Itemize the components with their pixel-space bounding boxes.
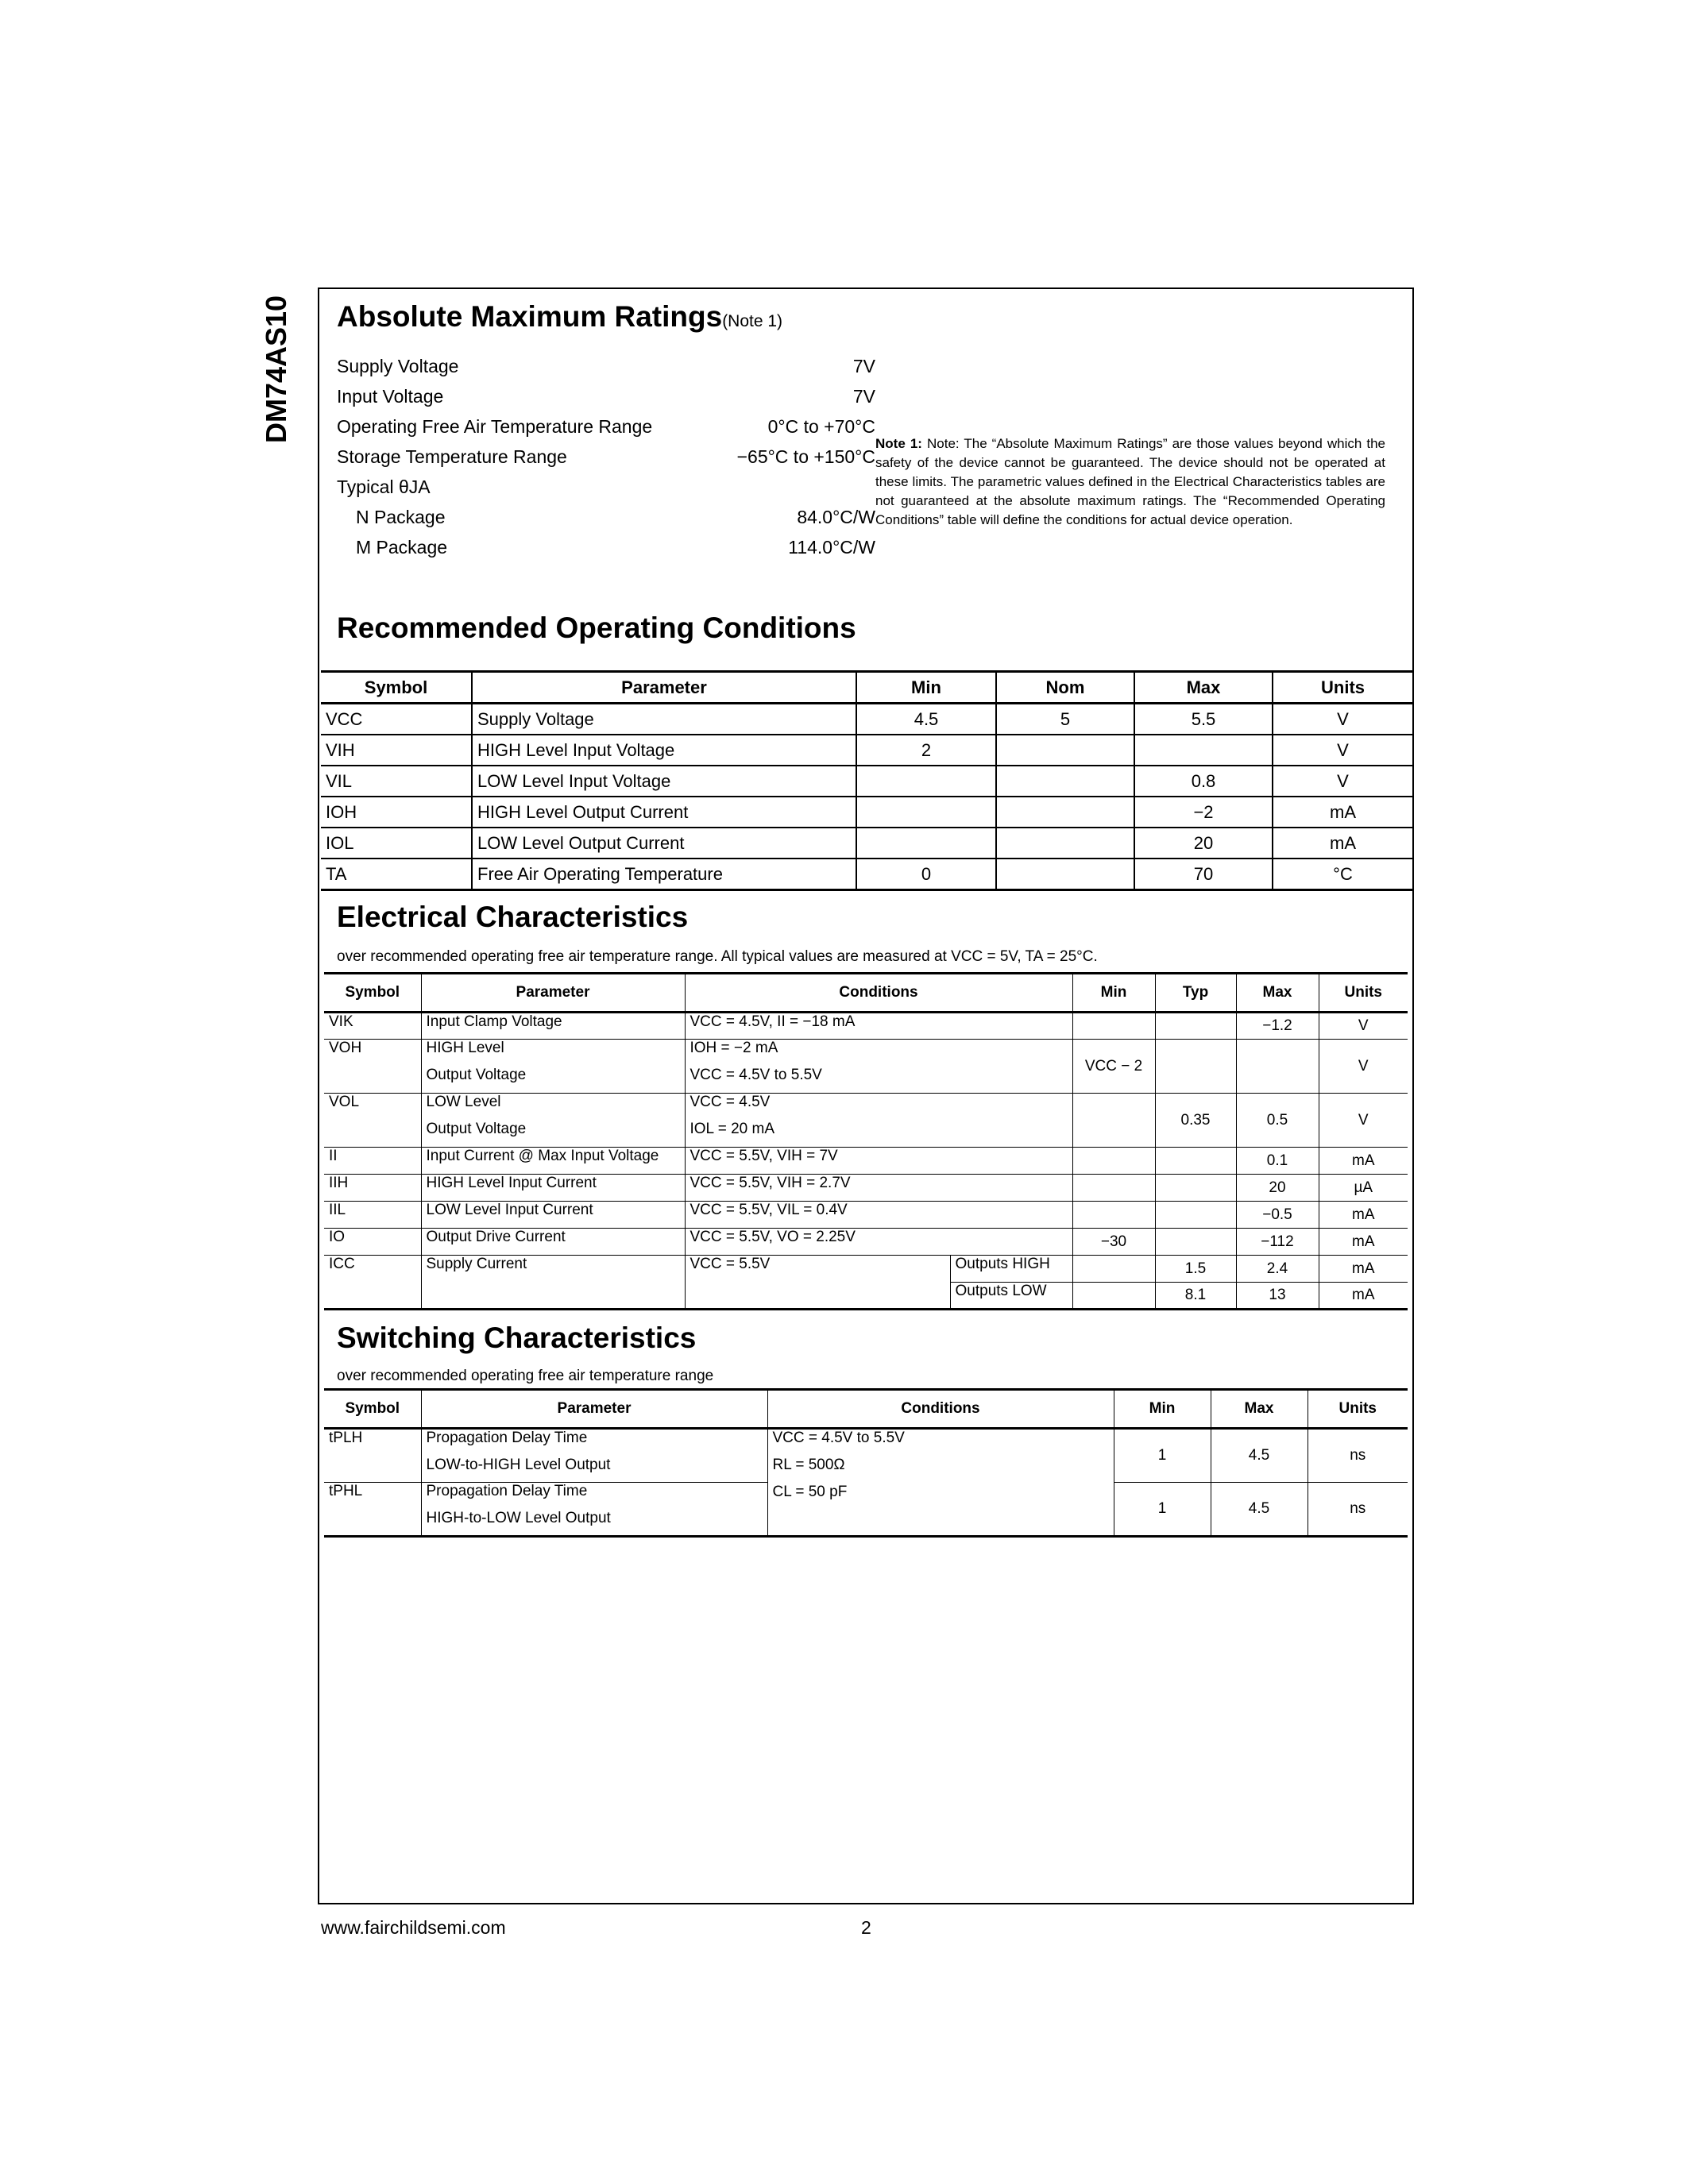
roc-parameter: HIGH Level Input Voltage <box>472 735 856 766</box>
ec-max: 2.4 <box>1236 1256 1319 1283</box>
abs-row-label: M Package <box>356 537 448 558</box>
table-row <box>324 1256 1408 1283</box>
roc-parameter: Supply Voltage <box>472 704 856 735</box>
roc-units: mA <box>1273 828 1412 859</box>
roc-symbol: IOH <box>321 797 472 828</box>
ec-symbol: IO <box>324 1229 421 1256</box>
ec-conditions: VCC = 5.5V <box>685 1256 950 1310</box>
roc-header: Max <box>1134 672 1273 704</box>
sc-parameter-line: HIGH-to-LOW Level Output <box>426 1510 611 1526</box>
roc-max: 5.5 <box>1134 704 1273 735</box>
table-row <box>321 828 1412 859</box>
table-row <box>324 1040 1408 1094</box>
page-number: 2 <box>861 1917 871 1938</box>
ec-table <box>324 972 1408 1310</box>
ec-max: 20 <box>1236 1175 1319 1202</box>
table-row <box>321 859 1412 890</box>
roc-units: V <box>1273 766 1412 797</box>
sc-heading <box>337 1322 696 1355</box>
sc-header-row <box>324 1390 1408 1429</box>
ec-typ <box>1155 1229 1236 1256</box>
ec-output-state: Outputs LOW <box>950 1283 1072 1310</box>
footer-url[interactable]: www.fairchildsemi.com <box>321 1917 506 1938</box>
ec-parameter: HIGH Level Input Current <box>421 1175 685 1202</box>
table-row <box>321 735 1412 766</box>
ec-condition-line: IOH = −2 mA <box>689 1040 778 1056</box>
roc-heading <box>337 612 856 645</box>
ec-parameter-line: HIGH Level <box>426 1040 504 1056</box>
ec-units: mA <box>1319 1283 1408 1310</box>
roc-symbol: IOL <box>321 828 472 859</box>
roc-table <box>321 670 1412 891</box>
roc-parameter: HIGH Level Output Current <box>472 797 856 828</box>
abs-row-value: −65°C to +150°C <box>736 446 875 467</box>
ec-units: V <box>1319 1013 1408 1040</box>
sc-condition-line: CL = 50 pF <box>772 1484 848 1500</box>
ec-parameter: Output Drive Current <box>421 1229 685 1256</box>
roc-header: Nom <box>996 672 1134 704</box>
roc-max: 20 <box>1134 828 1273 859</box>
sc-header: Parameter <box>421 1390 767 1429</box>
table-row <box>324 1429 1408 1483</box>
roc-symbol: VIH <box>321 735 472 766</box>
roc-header: Parameter <box>472 672 856 704</box>
roc-parameter: LOW Level Output Current <box>472 828 856 859</box>
ec-conditions: VCC = 5.5V, VIH = 2.7V <box>685 1175 1072 1202</box>
ec-min <box>1072 1283 1155 1310</box>
sc-max: 4.5 <box>1211 1483 1308 1537</box>
ec-parameter: Supply Current <box>421 1256 685 1310</box>
ec-header-row <box>324 974 1408 1013</box>
note-ref: (Note 1) <box>722 312 783 330</box>
roc-nom <box>996 735 1134 766</box>
sc-parameter-line: Propagation Delay Time <box>426 1483 588 1499</box>
roc-nom <box>996 766 1134 797</box>
sc-title: Switching Characteristics <box>337 1322 697 1354</box>
ec-typ <box>1155 1013 1236 1040</box>
abs-row-label: N Package <box>356 507 446 527</box>
sc-max: 4.5 <box>1211 1429 1308 1483</box>
ec-conditions <box>685 1040 1072 1094</box>
note-label: Note 1: <box>875 436 922 451</box>
abs-row-label: Input Voltage <box>337 386 444 407</box>
roc-parameter: LOW Level Input Voltage <box>472 766 856 797</box>
roc-min <box>856 766 996 797</box>
table-row <box>324 1094 1408 1148</box>
roc-min: 4.5 <box>856 704 996 735</box>
ec-symbol: IIL <box>324 1202 421 1229</box>
roc-units: °C <box>1273 859 1412 890</box>
roc-min <box>856 828 996 859</box>
ec-max: 0.5 <box>1236 1094 1319 1148</box>
abs-row-label: Storage Temperature Range <box>337 446 567 467</box>
sc-symbol: tPLH <box>324 1429 421 1483</box>
sc-table <box>324 1388 1408 1538</box>
abs-row-value: 7V <box>852 356 875 376</box>
roc-max: −2 <box>1134 797 1273 828</box>
ec-min <box>1072 1013 1155 1040</box>
ec-parameter: Input Clamp Voltage <box>421 1013 685 1040</box>
table-row <box>321 704 1412 735</box>
sc-min: 1 <box>1114 1429 1211 1483</box>
sc-units: ns <box>1308 1429 1408 1483</box>
ec-parameter: Input Current @ Max Input Voltage <box>421 1148 685 1175</box>
sc-parameter <box>421 1429 767 1483</box>
sc-condition-line: VCC = 4.5V to 5.5V <box>772 1430 905 1446</box>
sc-header: Units <box>1308 1390 1408 1429</box>
ec-units: mA <box>1319 1229 1408 1256</box>
ec-conditions: VCC = 4.5V, II = −18 mA <box>685 1013 1072 1040</box>
table-row <box>321 797 1412 828</box>
ec-parameter: LOW Level Input Current <box>421 1202 685 1229</box>
sc-symbol: tPHL <box>324 1483 421 1537</box>
ec-typ <box>1155 1202 1236 1229</box>
roc-min <box>856 797 996 828</box>
roc-nom: 5 <box>996 704 1134 735</box>
sc-condition-line: RL = 500Ω <box>772 1457 845 1473</box>
ec-symbol: ICC <box>324 1256 421 1310</box>
table-row <box>324 1148 1408 1175</box>
ec-max: −0.5 <box>1236 1202 1319 1229</box>
ec-typ <box>1155 1040 1236 1094</box>
roc-header: Min <box>856 672 996 704</box>
note-1 <box>875 434 1385 530</box>
sc-parameter-line: LOW-to-HIGH Level Output <box>426 1457 611 1473</box>
ec-symbol: VOL <box>324 1094 421 1148</box>
table-row <box>321 766 1412 797</box>
roc-title: Recommended Operating Conditions <box>337 612 856 644</box>
ec-min: −30 <box>1072 1229 1155 1256</box>
ec-max: 13 <box>1236 1283 1319 1310</box>
ec-parameter <box>421 1094 685 1148</box>
ec-symbol: VIK <box>324 1013 421 1040</box>
ec-units: mA <box>1319 1256 1408 1283</box>
ec-conditions: VCC = 5.5V, VO = 2.25V <box>685 1229 1072 1256</box>
ec-typ: 0.35 <box>1155 1094 1236 1148</box>
ec-units: mA <box>1319 1148 1408 1175</box>
sc-min: 1 <box>1114 1483 1211 1537</box>
ec-min: VCC − 2 <box>1072 1040 1155 1094</box>
ec-units: mA <box>1319 1202 1408 1229</box>
roc-header: Units <box>1273 672 1412 704</box>
abs-row-value: 114.0°C/W <box>788 537 875 558</box>
ec-max: −112 <box>1236 1229 1319 1256</box>
sc-parameter <box>421 1483 767 1537</box>
ec-header: Symbol <box>324 974 421 1013</box>
ec-symbol: IIH <box>324 1175 421 1202</box>
ec-typ: 8.1 <box>1155 1283 1236 1310</box>
ec-parameter <box>421 1040 685 1094</box>
ec-condition-line: VCC = 4.5V to 5.5V <box>689 1067 822 1083</box>
ec-min <box>1072 1148 1155 1175</box>
table-row <box>324 1229 1408 1256</box>
side-title: DM74AS10 <box>260 295 292 444</box>
ec-header: Units <box>1319 974 1408 1013</box>
roc-min: 2 <box>856 735 996 766</box>
ec-typ <box>1155 1148 1236 1175</box>
note-text: Note: The “Absolute Maximum Ratings” are those values beyond which the safety of the device cannot be guaranteed. The device should not be operated at these limits. The parametric values defined in the Electrical Characteristics tables are not guaranteed at the absolute maximum ratings. The “Recommended Operating Conditions” table will define the conditions for actual device operation. <box>875 436 1385 527</box>
ec-heading <box>337 901 688 934</box>
ec-conditions: VCC = 5.5V, VIL = 0.4V <box>685 1202 1072 1229</box>
ec-min <box>1072 1094 1155 1148</box>
sc-parameter-line: Propagation Delay Time <box>426 1430 588 1446</box>
roc-nom <box>996 859 1134 890</box>
ec-typ: 1.5 <box>1155 1256 1236 1283</box>
ec-parameter-line: Output Voltage <box>426 1067 527 1083</box>
ec-symbol: II <box>324 1148 421 1175</box>
ec-subtitle: over recommended operating free air temperature range. All typical values are measured at VCC = 5V, TA = 25°C. <box>337 948 1098 965</box>
ec-header: Typ <box>1155 974 1236 1013</box>
ec-output-state: Outputs HIGH <box>950 1256 1072 1283</box>
roc-max: 0.8 <box>1134 766 1273 797</box>
ec-parameter-line: LOW Level <box>426 1094 501 1110</box>
roc-max <box>1134 735 1273 766</box>
ec-max <box>1236 1040 1319 1094</box>
table-row <box>324 1175 1408 1202</box>
ec-typ <box>1155 1175 1236 1202</box>
roc-units: V <box>1273 735 1412 766</box>
roc-symbol: VIL <box>321 766 472 797</box>
sc-conditions <box>767 1429 1114 1537</box>
ec-units: V <box>1319 1040 1408 1094</box>
abs-row-label: Operating Free Air Temperature Range <box>337 416 653 437</box>
table-row <box>324 1013 1408 1040</box>
sc-header: Min <box>1114 1390 1211 1429</box>
roc-units: mA <box>1273 797 1412 828</box>
sc-subtitle: over recommended operating free air temperature range <box>337 1368 714 1384</box>
page-frame <box>318 287 1414 1904</box>
ec-header: Max <box>1236 974 1319 1013</box>
abs-row-label: Supply Voltage <box>337 356 459 376</box>
abs-max-heading <box>337 300 782 334</box>
ec-min <box>1072 1202 1155 1229</box>
ec-header: Conditions <box>685 974 1072 1013</box>
ec-title: Electrical Characteristics <box>337 901 689 933</box>
roc-symbol: TA <box>321 859 472 890</box>
sc-header: Max <box>1211 1390 1308 1429</box>
ec-parameter-line: Output Voltage <box>426 1121 527 1137</box>
roc-nom <box>996 797 1134 828</box>
roc-max: 70 <box>1134 859 1273 890</box>
roc-header: Symbol <box>321 672 472 704</box>
roc-symbol: VCC <box>321 704 472 735</box>
ec-min <box>1072 1256 1155 1283</box>
abs-row-value: 7V <box>852 386 875 407</box>
sc-units: ns <box>1308 1483 1408 1537</box>
abs-row-value: 0°C to +70°C <box>767 416 875 437</box>
sc-header: Symbol <box>324 1390 421 1429</box>
roc-header-row <box>321 672 1412 704</box>
ec-symbol: VOH <box>324 1040 421 1094</box>
sc-header: Conditions <box>767 1390 1114 1429</box>
ec-conditions <box>685 1094 1072 1148</box>
ec-header: Min <box>1072 974 1155 1013</box>
table-row <box>324 1202 1408 1229</box>
ec-min <box>1072 1175 1155 1202</box>
ec-units: µA <box>1319 1175 1408 1202</box>
roc-units: V <box>1273 704 1412 735</box>
abs-row-label: Typical θJA <box>337 477 431 497</box>
ec-conditions: VCC = 5.5V, VIH = 7V <box>685 1148 1072 1175</box>
roc-parameter: Free Air Operating Temperature <box>472 859 856 890</box>
ec-header: Parameter <box>421 974 685 1013</box>
abs-row-value: 84.0°C/W <box>797 507 875 527</box>
ec-condition-line: IOL = 20 mA <box>689 1121 774 1137</box>
ec-max: 0.1 <box>1236 1148 1319 1175</box>
roc-nom <box>996 828 1134 859</box>
roc-min: 0 <box>856 859 996 890</box>
ec-units: V <box>1319 1094 1408 1148</box>
abs-max-title: Absolute Maximum Ratings <box>337 300 723 333</box>
ec-condition-line: VCC = 4.5V <box>689 1094 771 1110</box>
ec-max: −1.2 <box>1236 1013 1319 1040</box>
